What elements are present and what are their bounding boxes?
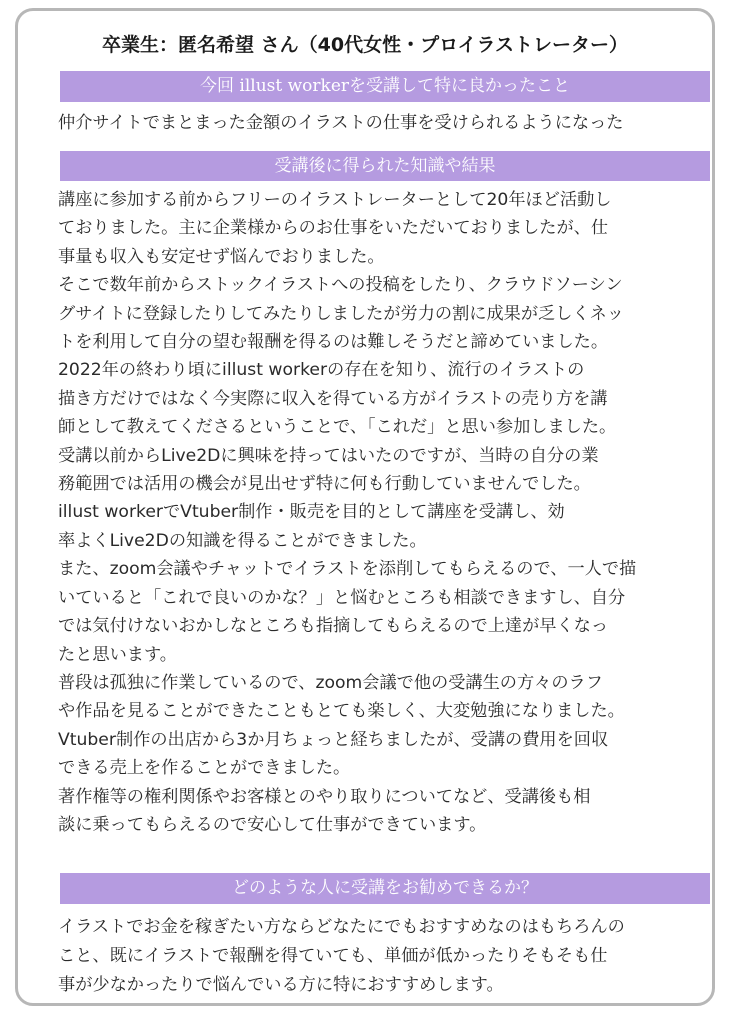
section-heading-knowledge-results: 受講後に得られた知識や結果 bbox=[60, 151, 710, 181]
body-line: 務範囲では活用の機会が見出せず特に何も行動していませんでした。 bbox=[58, 474, 591, 495]
body-line: できる売上を作ることができました。 bbox=[58, 758, 351, 779]
section-body-knowledge-results bbox=[58, 186, 718, 839]
body-line: また、zoom会議やチャットでイラストを添削してもらえるので、一人で描 bbox=[58, 559, 637, 580]
section-body-best-points bbox=[58, 108, 718, 138]
body-line: ておりました。主に企業様からのお仕事をいただいておりましたが、仕 bbox=[58, 218, 609, 239]
body-line: イラストでお金を稼ぎたい方ならどなたにでもおすすめなのはもちろんの bbox=[58, 917, 625, 937]
body-line: illust workerでVtuber制作・販売を目的として講座を受講し、効 bbox=[58, 502, 565, 523]
body-line: 普段は孤独に作業しているので、zoom会議で他の受講生の方々のラフ bbox=[58, 672, 603, 693]
body-line: 受講以前からLive2Dに興味を持ってはいたのですが、当時の自分の業 bbox=[58, 445, 599, 466]
section-heading-best-points: 今回 illust workerを受講して特に良かったこと bbox=[60, 71, 710, 102]
body-line: Vtuber制作の出店から3か月ちょっと経ちましたが、受講の費用を回収 bbox=[58, 729, 609, 750]
body-line: 事が少なかったりで悩んでいる方に特におすすめします。 bbox=[58, 975, 504, 995]
body-line: 描き方だけではなく今実際に収入を得ている方がイラストの売り方を講 bbox=[58, 388, 608, 409]
section-body-recommendation bbox=[58, 913, 718, 1000]
section-heading-recommendation: どのような人に受講をお勧めできるか？ bbox=[60, 873, 710, 904]
body-line: トを利用して自分の望む報酬を得るのは難しそうだと諦めていました。 bbox=[58, 332, 609, 353]
body-line: 講座に参加する前からフリーのイラストレーターとして20年ほど活動し bbox=[58, 190, 612, 210]
body-line: 師として教えてくださるということで、「これだ」と思い参加しました。 bbox=[58, 417, 617, 438]
testimonial-card bbox=[15, 8, 715, 1006]
body-line: いていると「これで良いのかな？」と悩むところも相談できますし、自分 bbox=[58, 587, 626, 608]
body-line: 談に乗ってもらえるので安心して仕事ができています。 bbox=[58, 814, 487, 835]
body-line: 率よくLive2Dの知識を得ることができました。 bbox=[58, 530, 427, 551]
body-line: では気付けないおかしなところも指摘してもらえるので上達が早くなっ bbox=[58, 616, 609, 637]
body-line: グサイトに登録したりしてみたりしましたが労力の割に成果が乏しくネッ bbox=[58, 303, 624, 324]
body-line: こと、既にイラストで報酬を得ていても、単価が低かったりそもそも仕 bbox=[58, 946, 608, 966]
body-line: たと思います。 bbox=[58, 644, 177, 665]
body-line: そこで数年前からストックイラストへの投稿をしたり、クラウドソーシン bbox=[58, 275, 623, 296]
body-line: 仲介サイトでまとまった金額のイラストの仕事を受けられるようになった bbox=[58, 113, 624, 133]
body-line: 著作権等の権利関係やお客様とのやり取りについてなど、受講後も相 bbox=[58, 786, 591, 807]
body-line: や作品を見ることができたこともとても楽しく、大変勉強になりました。 bbox=[58, 701, 625, 722]
body-line: 2022年の終わり頃にillust workerの存在を知り、流行のイラストの bbox=[58, 360, 585, 381]
body-line: 事量も収入も安定せず悩んでおりました。 bbox=[58, 246, 385, 267]
testimonial-title: 卒業生：匿名希望 さん（40代女性・プロイラストレーター） bbox=[102, 34, 628, 56]
